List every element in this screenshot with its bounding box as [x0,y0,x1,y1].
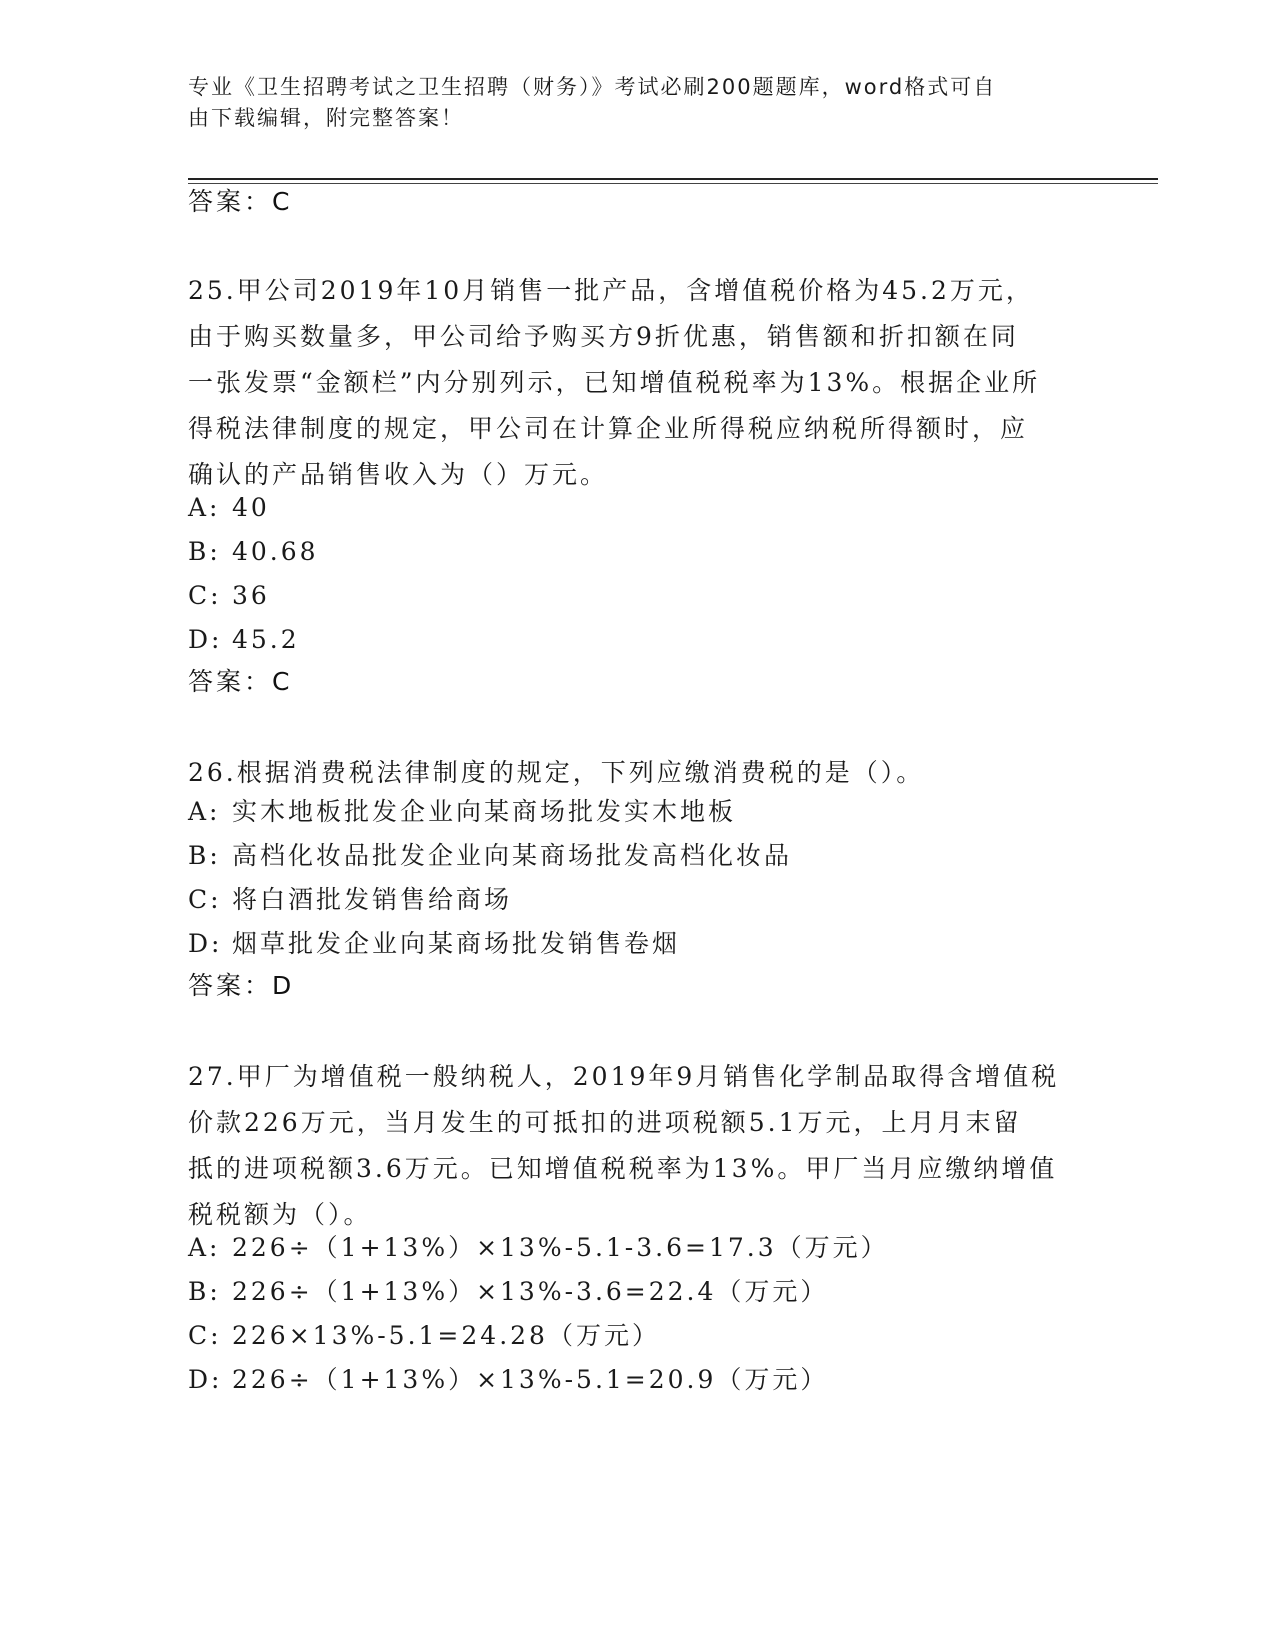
option-text: 45.2 [232,625,300,654]
option-letter: D: [188,1365,223,1394]
question-stem-line: 一张发票“金额栏”内分别列示，已知增值税税率为13%。根据企业所 [188,368,1041,397]
header-divider-thick [188,178,1158,180]
question-stem-line: 抵的进项税额3.6万元。已知增值税税率为13%。甲厂当月应缴纳增值 [188,1154,1058,1183]
header-divider-thin [188,183,1158,184]
question-26-option-d [188,926,1088,962]
option-letter: C: [188,885,222,914]
question-27-option-a [188,1230,1088,1266]
option-text: 226÷（1+13%）×13%-3.6=22.4（万元） [232,1277,829,1306]
previous-answer: 答案：C [188,187,293,216]
question-stem-line: 25.甲公司2019年10月销售一批产品，含增值税价格为45.2万元， [188,276,1034,305]
question-25-option-c [188,578,1088,614]
option-text: 高档化妆品批发企业向某商场批发高档化妆品 [232,841,793,870]
question-25-option-a [188,490,1088,526]
question-25-stem [188,268,1088,498]
option-text: 40 [232,493,270,522]
option-letter: B: [188,841,221,870]
header-line-1: 专业《卫生招聘考试之卫生招聘（财务）》考试必刷200题题库，word格式可自 [188,75,997,99]
option-letter: A: [188,1233,221,1262]
question-stem-line: 26.根据消费税法律制度的规定，下列应缴消费税的是（）。 [188,758,925,787]
question-26-option-c [188,882,1088,918]
question-stem-line: 得税法律制度的规定，甲公司在计算企业所得税应纳税所得额时，应 [188,414,1029,443]
option-letter: A: [188,797,221,826]
option-letter: D: [188,929,223,958]
option-text: 实木地板批发企业向某商场批发实木地板 [232,797,737,826]
option-text: 烟草批发企业向某商场批发销售卷烟 [232,929,681,958]
question-27-option-c [188,1318,1088,1354]
option-text: 226÷（1+13%）×13%-5.1-3.6=17.3（万元） [232,1233,889,1262]
option-letter: D: [188,625,223,654]
header-line-2: 由下载编辑，附完整答案！ [188,106,464,130]
question-stem-line: 由于购买数量多，甲公司给予购买方9折优惠，销售额和折扣额在同 [188,322,1019,351]
option-letter: C: [188,581,222,610]
question-27-stem [188,1054,1088,1238]
question-stem-line: 27.甲厂为增值税一般纳税人，2019年9月销售化学制品取得含增值税 [188,1062,1060,1091]
option-text: 226×13%-5.1=24.28（万元） [232,1321,660,1350]
question-26-option-b [188,838,1088,874]
question-25-option-d [188,622,1088,658]
question-27-option-b [188,1274,1088,1310]
question-26-answer: 答案：D [188,971,295,1000]
question-stem-line: 税税额为（）。 [188,1200,372,1229]
option-text: 40.68 [232,537,319,566]
option-text: 226÷（1+13%）×13%-5.1=20.9（万元） [232,1365,829,1394]
option-text: 将白酒批发销售给商场 [232,885,513,914]
question-26-option-a [188,794,1088,830]
option-letter: A: [188,493,221,522]
option-text: 36 [232,581,270,610]
question-stem-line: 确认的产品销售收入为（）万元。 [188,460,609,489]
document-header [188,72,1068,134]
option-letter: B: [188,1277,221,1306]
option-letter: C: [188,1321,222,1350]
option-letter: B: [188,537,221,566]
question-stem-line: 价款226万元，当月发生的可抵扣的进项税额5.1万元，上月月末留 [188,1108,1022,1137]
question-27-option-d [188,1362,1088,1398]
question-26-stem [188,750,1088,796]
question-25-option-b [188,534,1088,570]
question-25-answer: 答案：C [188,667,293,696]
